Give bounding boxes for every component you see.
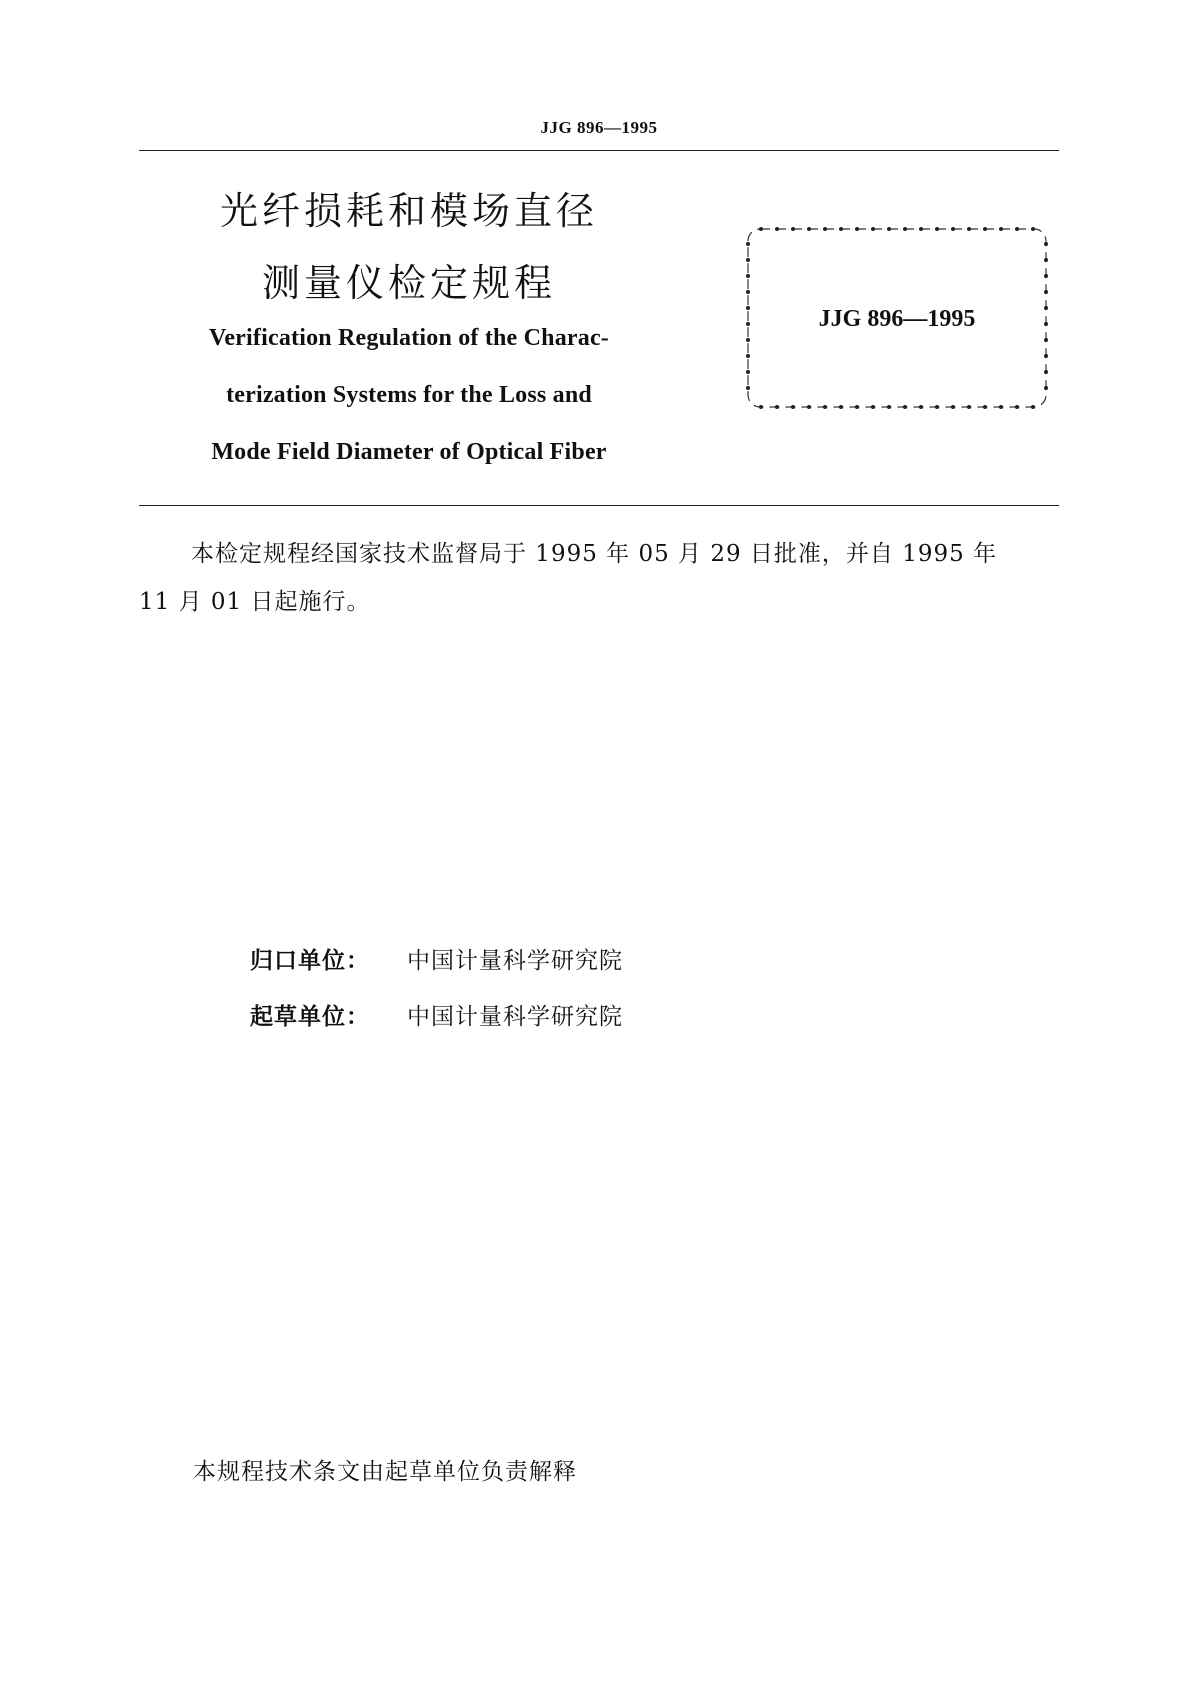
border-dot (775, 405, 779, 409)
border-dot (807, 227, 811, 231)
section-rule (139, 505, 1059, 506)
border-dot (823, 405, 827, 409)
border-dot (839, 227, 843, 231)
title-en-line1: Verification Regulation of the Charac- (209, 325, 609, 351)
border-dot (1031, 405, 1035, 409)
border-dot (871, 227, 875, 231)
border-dot (1015, 227, 1019, 231)
border-dot (791, 405, 795, 409)
standard-code: JJG 896—1995 (818, 306, 976, 332)
border-dot (983, 405, 987, 409)
drafting-unit-value: 中国计量科学研究院 (407, 1004, 623, 1030)
border-dot (746, 354, 750, 358)
border-dot (935, 405, 939, 409)
approval-line1: 本检定规程经国家技术监督局于 1995 年 05 月 29 日批准，并自 1995 年 (191, 541, 998, 567)
border-dot (903, 405, 907, 409)
border-dot (855, 227, 859, 231)
interpretation-note: 本规程技术条文由起草单位负责解释 (193, 1459, 577, 1485)
border-dot (887, 227, 891, 231)
border-dot (807, 405, 811, 409)
responsible-unit-label: 归口单位： (250, 948, 370, 974)
border-dot (951, 405, 955, 409)
border-dot (746, 338, 750, 342)
border-dot (1044, 242, 1048, 246)
running-header: JJG 896—1995 (540, 118, 658, 137)
header-rule (139, 150, 1059, 151)
border-dot (967, 405, 971, 409)
title-cn-line2: 测量仪检定规程 (261, 261, 556, 305)
responsible-unit-row (250, 942, 623, 975)
border-dot (871, 405, 875, 409)
border-dot (746, 370, 750, 374)
border-dot (1044, 258, 1048, 262)
border-dot (1044, 386, 1048, 390)
border-dot (1044, 370, 1048, 374)
title-en-line3: Mode Field Diameter of Optical Fiber (211, 439, 607, 465)
border-dot (1031, 227, 1035, 231)
border-dot (919, 405, 923, 409)
responsible-unit-value: 中国计量科学研究院 (407, 948, 623, 974)
border-dot (983, 227, 987, 231)
drafting-unit-label: 起草单位： (250, 1004, 370, 1030)
border-dot (903, 227, 907, 231)
border-dot (1044, 338, 1048, 342)
border-dot (999, 227, 1003, 231)
border-dot (839, 405, 843, 409)
border-dot (1044, 290, 1048, 294)
border-dot (759, 227, 763, 231)
border-dot (1044, 354, 1048, 358)
border-dot (919, 227, 923, 231)
border-dot (746, 242, 750, 246)
border-dot (1044, 274, 1048, 278)
drafting-unit-row (250, 998, 623, 1031)
approval-line2: 11 月 01 日起施行。 (139, 589, 371, 615)
border-dot (887, 405, 891, 409)
title-cn-line1: 光纤损耗和模场直径 (219, 189, 598, 233)
border-dot (951, 227, 955, 231)
border-dot (999, 405, 1003, 409)
border-dot (775, 227, 779, 231)
border-dot (823, 227, 827, 231)
border-dot (791, 227, 795, 231)
border-dot (855, 405, 859, 409)
approval-text (139, 530, 1059, 626)
border-dot (746, 290, 750, 294)
standard-code-box (745, 226, 1049, 410)
border-dot (746, 258, 750, 262)
border-dot (746, 274, 750, 278)
border-dot (935, 227, 939, 231)
border-dot (759, 405, 763, 409)
border-dot (967, 227, 971, 231)
border-dot (746, 386, 750, 390)
title-en-line2: terization Systems for the Loss and (226, 382, 592, 408)
border-dot (1015, 405, 1019, 409)
